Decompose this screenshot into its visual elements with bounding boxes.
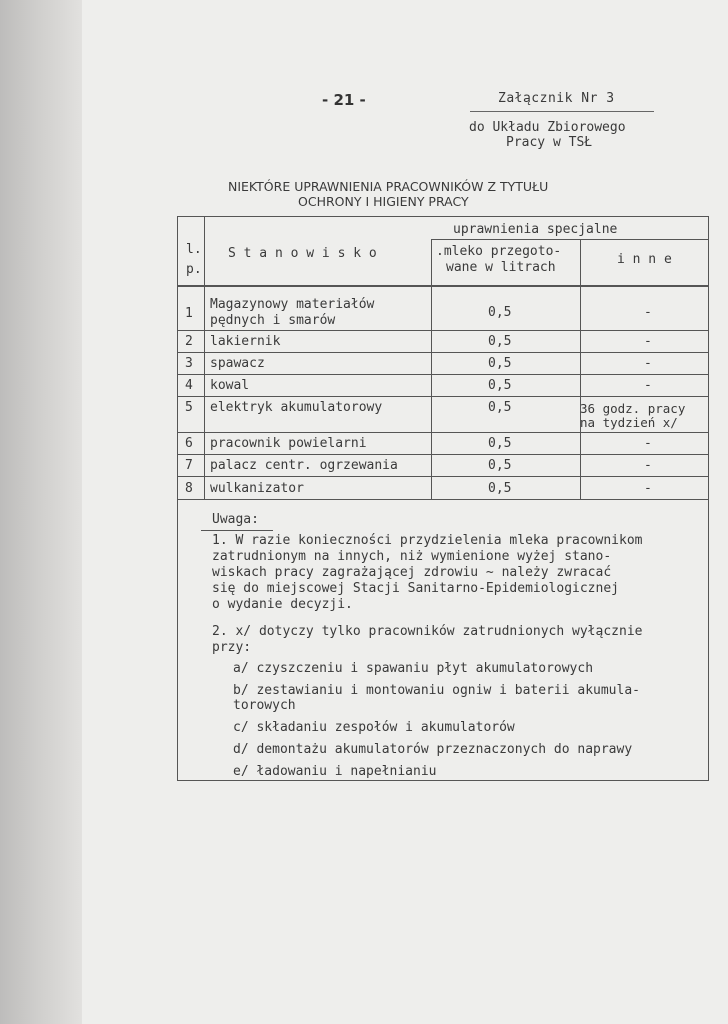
row-position: elektryk akumulatorowy (210, 400, 383, 415)
note2-item-cont: torowych (233, 698, 296, 713)
notes-heading-underline (201, 530, 273, 531)
note1-line: wiskach pracy zagrażającej zdrowiu ~ należy zwracać (212, 565, 612, 580)
annex-subtitle-line2: Pracy w TSŁ (506, 135, 593, 150)
row-milk: 0,5 (488, 436, 512, 451)
row-rule (177, 432, 709, 433)
row-position: pracownik powielarni (210, 436, 367, 451)
annex-underline (470, 111, 654, 112)
header-bottom-rule (177, 285, 709, 287)
row-other: - (644, 334, 652, 349)
note1-line: się do miejscowej Stacji Sanitarno-Epidemiologicznej (212, 581, 619, 596)
row-number: 3 (185, 356, 193, 371)
note2-item: d/ demontażu akumulatorów przeznaczonych do naprawy (233, 742, 633, 757)
header-position: S t a n o w i s k o (228, 246, 377, 261)
row-position: lakiernik (210, 334, 281, 349)
note1-line: o wydanie decyzji. (212, 597, 353, 612)
row-other: - (644, 481, 652, 496)
row-milk: 0,5 (488, 334, 512, 349)
row-other: - (644, 458, 652, 473)
annex-label: Załącznik Nr 3 (498, 91, 615, 106)
row-other: 36 godz. pracy (580, 401, 686, 416)
notes-heading: Uwaga: (212, 512, 259, 527)
note2-line: 2. x/ dotyczy tylko pracowników zatrudnionych wyłącznie (212, 624, 643, 639)
note2-item: e/ ładowaniu i napełnianiu (233, 764, 437, 779)
row-position: kowal (210, 378, 250, 393)
note2-item: c/ składaniu zespołów i akumulatorów (233, 720, 515, 735)
row-position: palacz centr. ogrzewania (210, 458, 398, 473)
row-milk: 0,5 (488, 458, 512, 473)
header-other: i n n e (617, 252, 672, 267)
note2-item: b/ zestawianiu i montowaniu ogniw i baterii akumula- (233, 683, 640, 698)
page-number: - 21 - (322, 91, 366, 109)
row-other-cont: na tydzień x/ (580, 415, 678, 430)
row-milk: 0,5 (488, 481, 512, 496)
row-number: 4 (185, 378, 193, 393)
divider-lp (204, 216, 205, 499)
row-number: 8 (185, 481, 193, 496)
row-rule (177, 454, 709, 455)
note2-line: przy: (212, 640, 252, 655)
row-number: 7 (185, 458, 193, 473)
row-position: wulkanizator (210, 481, 304, 496)
header-special: uprawnienia specjalne (453, 222, 618, 237)
row-milk: 0,5 (488, 400, 512, 415)
table-bottom-rule (177, 499, 709, 500)
divider-position (431, 240, 432, 499)
row-position: spawacz (210, 356, 265, 371)
note1-line: zatrudnionym na innych, niż wymienione wyżej stano- (212, 549, 612, 564)
row-milk: 0,5 (488, 305, 512, 320)
binding-edge (0, 0, 82, 1024)
row-milk: 0,5 (488, 378, 512, 393)
row-milk: 0,5 (488, 356, 512, 371)
row-rule (177, 476, 709, 477)
document-title-line2: OCHRONY I HIGIENY PRACY (298, 194, 469, 209)
header-lp-line1: l. (186, 242, 202, 257)
header-milk-line1: .mleko przegoto- (436, 244, 562, 259)
row-rule (177, 374, 709, 375)
row-number: 2 (185, 334, 193, 349)
row-rule (177, 396, 709, 397)
row-number: 1 (185, 306, 193, 321)
row-other: - (644, 378, 652, 393)
document-title-line1: NIEKTÓRE UPRAWNIENIA PRACOWNIKÓW Z TYTUŁU (228, 179, 549, 194)
header-subdivider (431, 239, 709, 240)
note1-line: 1. W razie konieczności przydzielenia mleka pracownikom (212, 533, 643, 548)
divider-milk (580, 240, 581, 499)
row-other: - (644, 436, 652, 451)
annex-subtitle-line1: do Układu Zbiorowego (469, 120, 626, 135)
row-position-cont: pędnych i smarów (210, 313, 336, 328)
header-milk-line2: wane w litrach (446, 260, 556, 275)
row-number: 6 (185, 436, 193, 451)
row-other: - (644, 356, 652, 371)
header-lp-line2: p. (186, 262, 202, 277)
row-other: - (644, 305, 652, 320)
note2-item: a/ czyszczeniu i spawaniu płyt akumulatorowych (233, 661, 594, 676)
row-rule (177, 330, 709, 331)
row-number: 5 (185, 400, 193, 415)
row-position: Magazynowy materiałów (210, 297, 375, 312)
row-rule (177, 352, 709, 353)
